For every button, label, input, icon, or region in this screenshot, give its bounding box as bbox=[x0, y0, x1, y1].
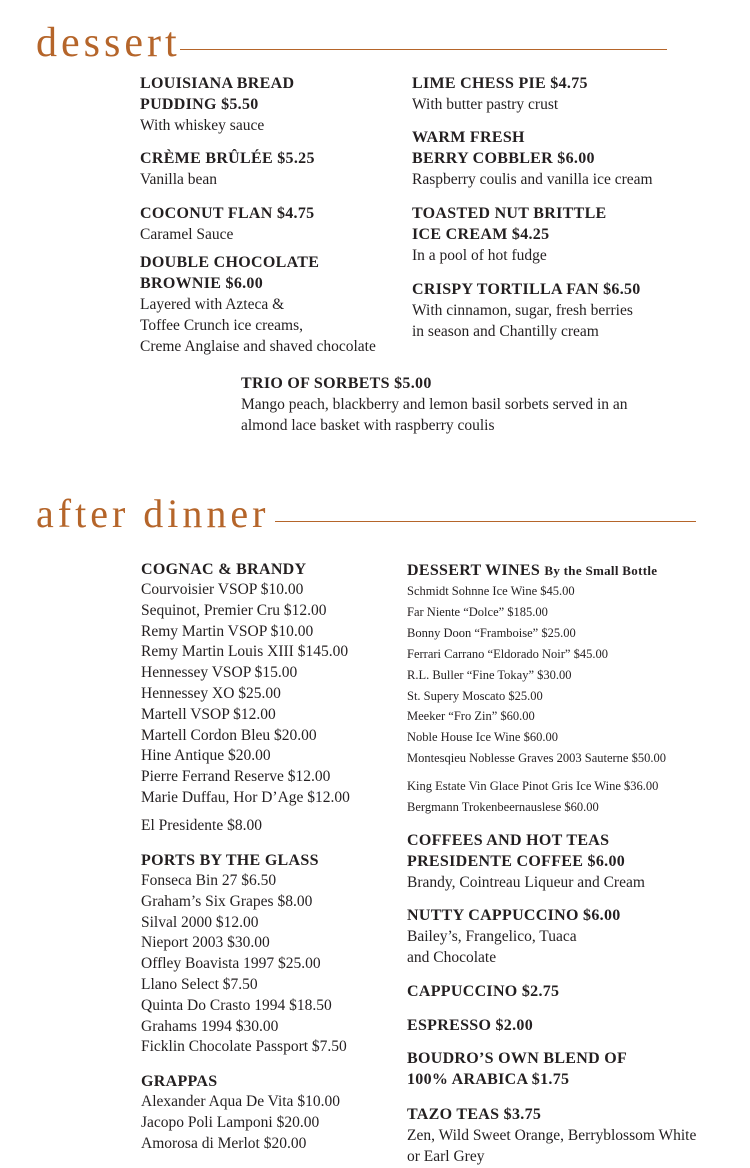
item-description: Mango peach, blackberry and lemon basil sorbets served in an bbox=[241, 396, 628, 413]
list-item: Amorosa di Merlot $20.00 bbox=[141, 1134, 307, 1152]
coffee-item-presidente bbox=[407, 830, 645, 893]
item-name: TOASTED NUT BRITTLE bbox=[412, 205, 607, 222]
coffee-item-tazo-teas bbox=[407, 1104, 696, 1167]
item-description: Vanilla bean bbox=[140, 171, 218, 188]
item-description: and Chocolate bbox=[407, 949, 497, 966]
list-item: Quinta Do Crasto 1994 $18.50 bbox=[141, 996, 332, 1014]
item-name: LIME CHESS PIE $4.75 bbox=[412, 75, 588, 92]
dessert-item-creme-brulee bbox=[140, 148, 315, 190]
dessert-wines-heading bbox=[407, 560, 666, 581]
list-item: St. Supery Moscato $25.00 bbox=[407, 688, 543, 703]
item-name: CRÈME BRÛLÉE $5.25 bbox=[140, 150, 315, 167]
cognac-brandy-section bbox=[141, 559, 350, 809]
list-item: Grahams 1994 $30.00 bbox=[141, 1017, 279, 1035]
list-item: Courvoisier VSOP $10.00 bbox=[141, 581, 304, 598]
item-name: TRIO OF SORBETS $5.00 bbox=[241, 375, 432, 392]
dessert-item-brownie bbox=[140, 252, 376, 357]
list-item: Bonny Doon “Framboise” $25.00 bbox=[407, 625, 576, 640]
item-name: BERRY COBBLER $6.00 bbox=[412, 150, 595, 167]
list-item: Alexander Aqua De Vita $10.00 bbox=[141, 1093, 340, 1110]
coffee-item-nutty-cappuccino bbox=[407, 905, 621, 968]
item-name: LOUISIANA BREAD bbox=[140, 75, 295, 92]
item-description: or Earl Grey bbox=[407, 1148, 485, 1165]
list-item: Nieport 2003 $30.00 bbox=[141, 934, 270, 952]
item-description: In a pool of hot fudge bbox=[412, 247, 547, 264]
item-name: TAZO TEAS $3.75 bbox=[407, 1106, 542, 1123]
item-name: COFFEES AND HOT TEAS bbox=[407, 832, 610, 849]
item-name: BOUDRO’S OWN BLEND OF bbox=[407, 1050, 628, 1067]
item-name: BROWNIE $6.00 bbox=[140, 275, 264, 292]
dessert-wines-section bbox=[407, 560, 666, 769]
dessert-item-sorbets bbox=[241, 373, 628, 436]
item-name: ICE CREAM $4.25 bbox=[412, 226, 550, 243]
list-item: Pierre Ferrand Reserve $12.00 bbox=[141, 768, 331, 786]
item-description: Caramel Sauce bbox=[140, 226, 234, 243]
list-item: Offley Boavista 1997 $25.00 bbox=[141, 955, 321, 973]
ports-heading: PORTS BY THE GLASS bbox=[141, 852, 319, 869]
list-item: King Estate Vin Glace Pinot Gris Ice Wine $36.00 bbox=[407, 779, 659, 793]
item-description: Raspberry coulis and vanilla ice cream bbox=[412, 171, 653, 188]
grappas-section bbox=[141, 1071, 340, 1154]
list-item: Hennessey XO $25.00 bbox=[141, 684, 281, 702]
list-item: Remy Martin VSOP $10.00 bbox=[141, 622, 314, 640]
item-name: ESPRESSO $2.00 bbox=[407, 1017, 534, 1034]
coffee-item-espresso bbox=[407, 1015, 533, 1036]
ports-section bbox=[141, 850, 347, 1058]
dessert-item-berry-cobbler bbox=[412, 127, 653, 190]
dessert-item-lime-chess-pie bbox=[412, 73, 588, 115]
list-item: Ficklin Chocolate Passport $7.50 bbox=[141, 1038, 347, 1056]
item-description: With whiskey sauce bbox=[140, 117, 265, 134]
item-description: With cinnamon, sugar, fresh berries bbox=[412, 302, 633, 319]
item-description: almond lace basket with raspberry coulis bbox=[241, 417, 495, 434]
cognac-brandy-heading: COGNAC & BRANDY bbox=[141, 561, 307, 578]
dessert-item-tortilla-fan bbox=[412, 279, 641, 342]
dessert-heading: dessert bbox=[36, 20, 181, 66]
item-name: CAPPUCCINO $2.75 bbox=[407, 983, 560, 1000]
after-dinner-heading: after dinner bbox=[36, 491, 270, 536]
list-item: Hine Antique $20.00 bbox=[141, 747, 271, 765]
list-item: Llano Select $7.50 bbox=[141, 975, 258, 993]
dessert-wines-title: DESSERT WINES bbox=[407, 562, 541, 579]
item-description: Bailey’s, Frangelico, Tuaca bbox=[407, 928, 577, 945]
after-dinner-heading-rule bbox=[275, 521, 696, 522]
list-item: R.L. Buller “Fine Tokay” $30.00 bbox=[407, 667, 572, 682]
list-item: Silval 2000 $12.00 bbox=[141, 913, 259, 931]
coffee-item-cappuccino bbox=[407, 981, 559, 1002]
list-item: Martell VSOP $12.00 bbox=[141, 705, 276, 723]
dessert-wines-section-2 bbox=[407, 776, 658, 818]
list-item: Bergmann Trokenbeernauslese $60.00 bbox=[407, 799, 599, 814]
coffee-item-house-blend bbox=[407, 1048, 627, 1090]
dessert-item-bread-pudding bbox=[140, 73, 294, 136]
list-item: Martell Cordon Bleu $20.00 bbox=[141, 726, 317, 744]
item-description: Brandy, Cointreau Liqueur and Cream bbox=[407, 874, 645, 891]
list-item: Meeker “Fro Zin” $60.00 bbox=[407, 709, 535, 724]
item-description: Zen, Wild Sweet Orange, Berryblossom White bbox=[407, 1127, 697, 1144]
list-item: El Presidente $8.00 bbox=[141, 817, 262, 834]
item-description: in season and Chantilly cream bbox=[412, 323, 599, 340]
dessert-item-nut-brittle bbox=[412, 203, 607, 266]
item-name: WARM FRESH bbox=[412, 129, 525, 146]
dessert-heading-rule bbox=[180, 49, 667, 50]
item-name: CRISPY TORTILLA FAN $6.50 bbox=[412, 281, 641, 298]
grappas-heading: GRAPPAS bbox=[141, 1073, 218, 1090]
item-name: 100% ARABICA $1.75 bbox=[407, 1071, 570, 1088]
item-name: COCONUT FLAN $4.75 bbox=[140, 205, 315, 222]
list-item: Hennessey VSOP $15.00 bbox=[141, 664, 298, 682]
item-description: With butter pastry crust bbox=[412, 96, 559, 113]
list-item: Noble House Ice Wine $60.00 bbox=[407, 730, 558, 745]
list-item: Fonseca Bin 27 $6.50 bbox=[141, 872, 277, 889]
item-name: PUDDING $5.50 bbox=[140, 96, 259, 113]
list-item: Schmidt Sohnne Ice Wine $45.00 bbox=[407, 584, 575, 598]
dessert-item-coconut-flan bbox=[140, 203, 314, 245]
list-item: Far Niente “Dolce” $185.00 bbox=[407, 604, 548, 619]
list-item: Jacopo Poli Lamponi $20.00 bbox=[141, 1113, 320, 1131]
item-description: Layered with Azteca & bbox=[140, 296, 285, 313]
list-item: Montesqieu Noblesse Graves 2003 Sauterne $50.00 bbox=[407, 751, 666, 766]
item-description: Toffee Crunch ice creams, bbox=[140, 317, 304, 334]
item-name: NUTTY CAPPUCCINO $6.00 bbox=[407, 907, 621, 924]
item-description: Creme Anglaise and shaved chocolate bbox=[140, 338, 376, 355]
list-item: Graham’s Six Grapes $8.00 bbox=[141, 892, 313, 910]
list-item: Ferrari Carrano “Eldorado Noir” $45.00 bbox=[407, 646, 608, 661]
item-name: PRESIDENTE COFFEE $6.00 bbox=[407, 853, 626, 870]
dessert-wines-subtitle: By the Small Bottle bbox=[544, 563, 658, 578]
list-item: Marie Duffau, Hor D’Age $12.00 bbox=[141, 788, 350, 806]
list-item: Remy Martin Louis XIII $145.00 bbox=[141, 643, 349, 661]
list-item: Sequinot, Premier Cru $12.00 bbox=[141, 601, 327, 619]
item-name: DOUBLE CHOCOLATE bbox=[140, 254, 320, 271]
